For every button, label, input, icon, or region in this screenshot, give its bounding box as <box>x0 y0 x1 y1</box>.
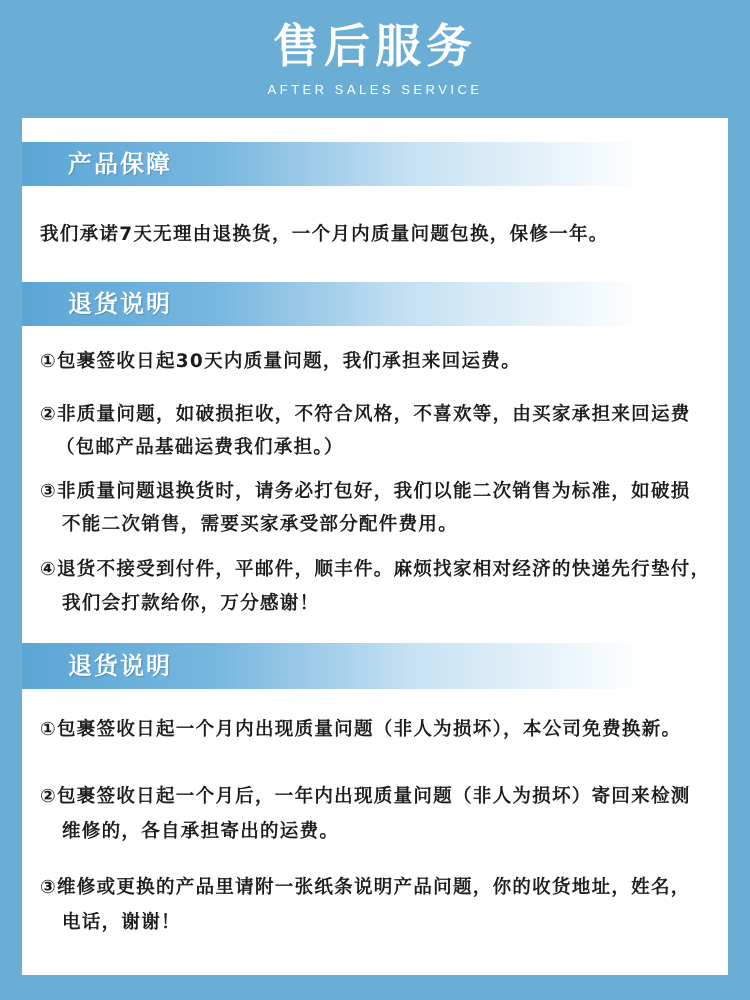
warranty-item-2-continued: 维修的，各自承担寄出的运费。 <box>62 821 340 842</box>
warranty-item-3-continued: 电话，谢谢！ <box>62 912 181 933</box>
page-subtitle: AFTER SALES SERVICE <box>267 82 483 97</box>
section-heading: 退货说明 <box>68 652 172 680</box>
section-header-product-guarantee <box>22 142 728 186</box>
section-heading: 产品保障 <box>68 150 172 178</box>
return-item-3: ③非质量问题退换货时，请务必打包好，我们以能二次销售为标准，如破损 <box>40 481 691 502</box>
guarantee-text: 我们承诺7天无理由退换货，一个月内质量问题包换，保修一年。 <box>40 224 609 245</box>
section-header-warranty <box>22 643 728 689</box>
page-title: 售后服务 <box>273 19 477 73</box>
return-item-2-continued: （包邮产品基础运费我们承担。） <box>56 437 344 458</box>
return-item-2: ②非质量问题，如破损拒收，不符合风格，不喜欢等，由买家承担来回运费 <box>40 404 691 425</box>
warranty-item-2: ②包裹签收日起一个月后，一年内出现质量问题（非人为损坏）寄回来检测 <box>40 786 691 807</box>
return-item-4: ④退货不接受到付件，平邮件，顺丰件。麻烦找家相对经济的快递先行垫付， <box>40 559 711 580</box>
return-item-1: ①包裹签收日起30天内质量问题，我们承担来回运费。 <box>40 351 521 372</box>
warranty-item-3: ③维修或更换的产品里请附一张纸条说明产品问题，你的收货地址，姓名， <box>40 877 691 898</box>
warranty-item-1: ①包裹签收日起一个月内出现质量问题（非人为损坏），本公司免费换新。 <box>40 719 682 740</box>
return-item-4-continued: 我们会打款给你，万分感谢！ <box>62 593 320 614</box>
section-heading: 退货说明 <box>68 290 172 318</box>
section-header-return-policy <box>22 282 728 326</box>
return-item-3-continued: 不能二次销售，需要买家承受部分配件费用。 <box>62 514 459 535</box>
